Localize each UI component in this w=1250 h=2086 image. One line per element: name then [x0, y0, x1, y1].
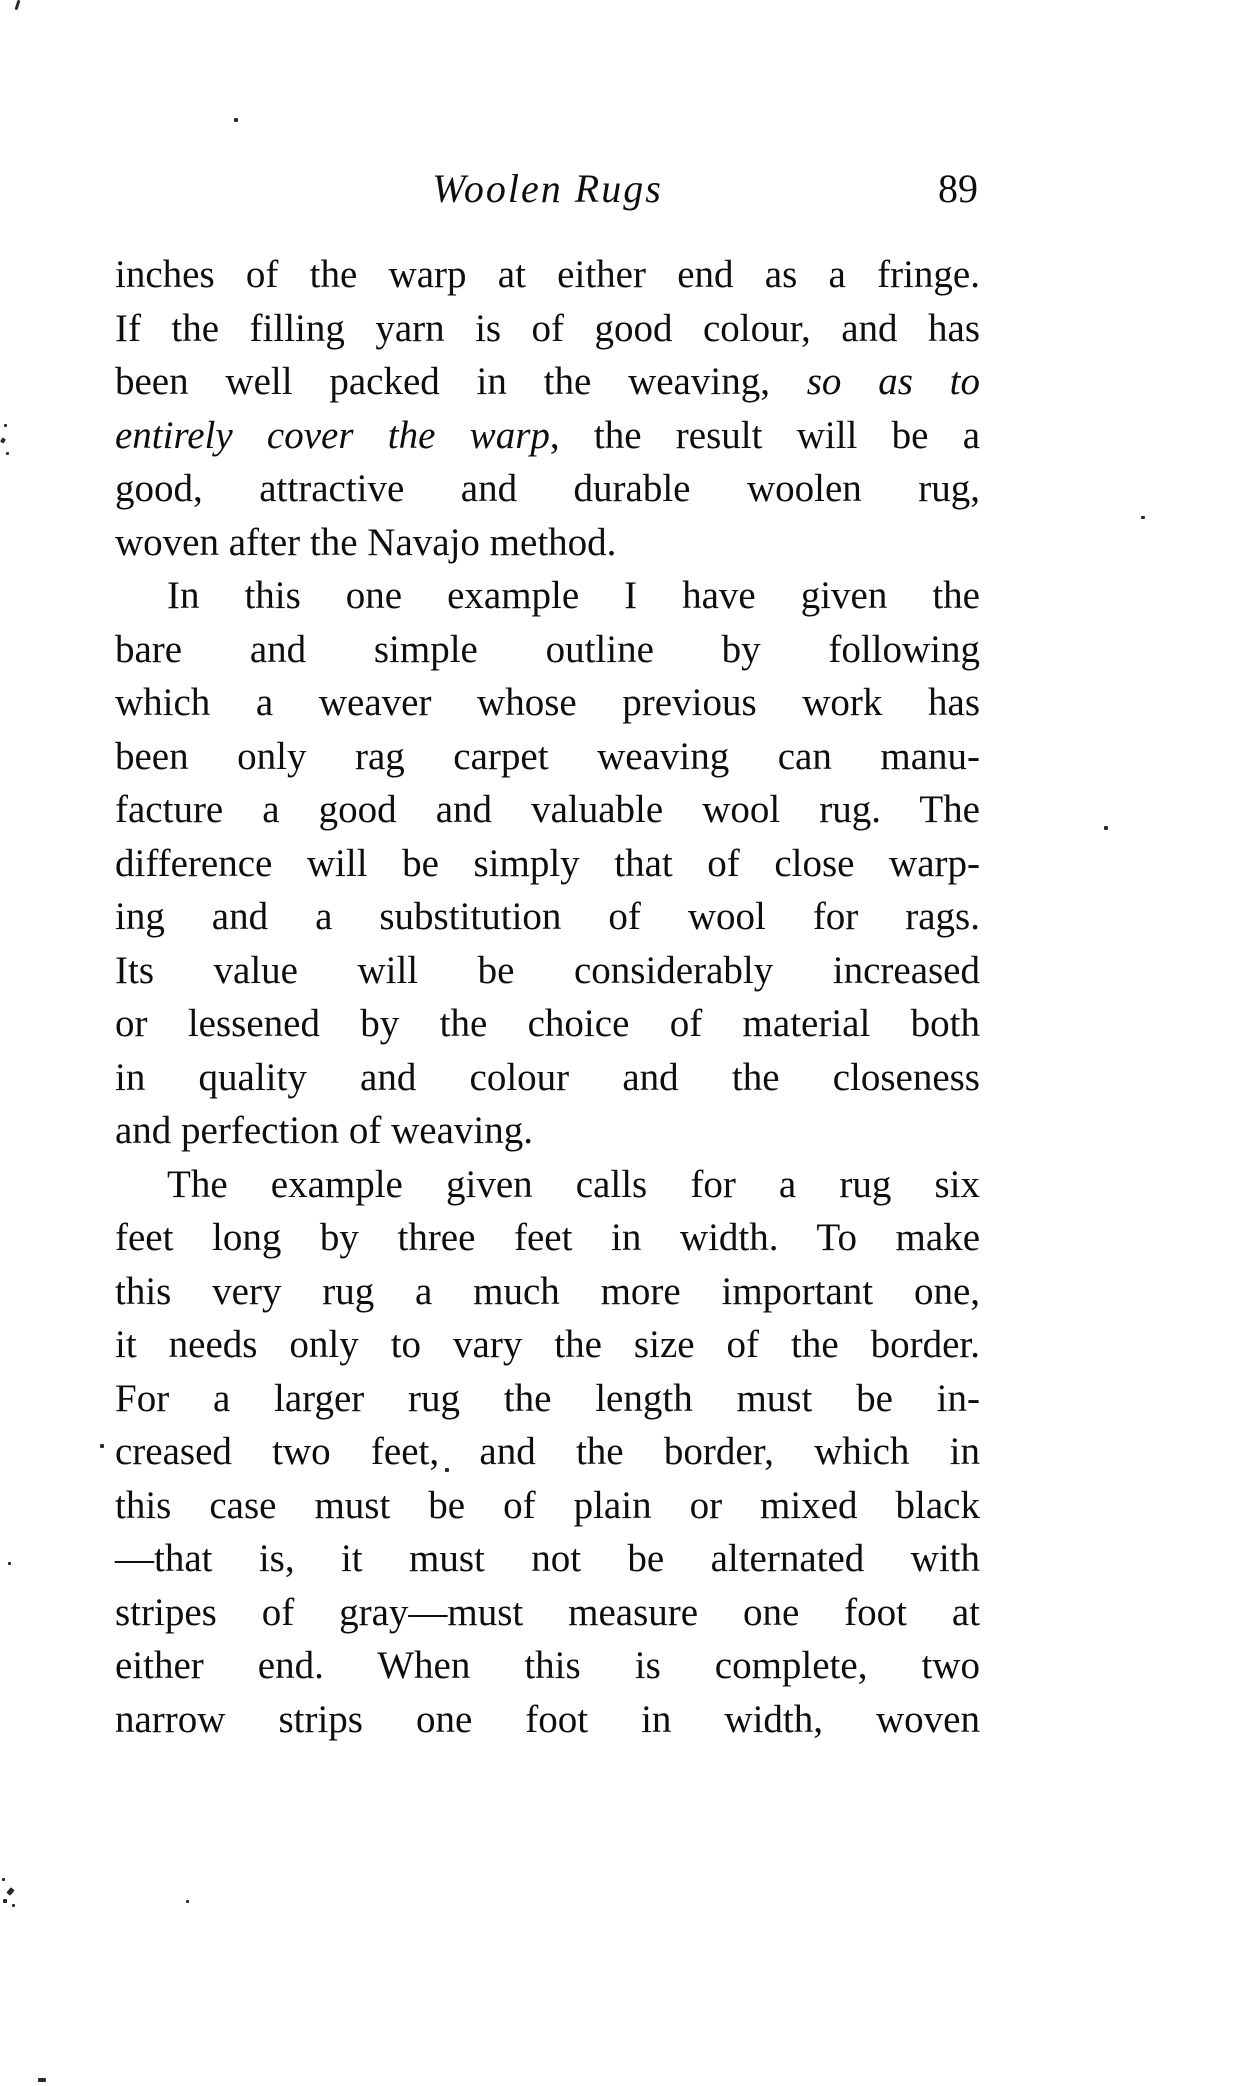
body-text: it needs only to vary the size of the border.: [115, 1323, 980, 1366]
text-line: [115, 1318, 980, 1372]
body-text: The example given calls for a rug six: [167, 1162, 980, 1206]
scan-speck: [0, 437, 6, 443]
text-line: [115, 1639, 980, 1693]
page-number: 89: [938, 166, 978, 211]
body-text: this very rug a much more important one,: [115, 1269, 980, 1313]
scan-speck: [1141, 516, 1145, 519]
text-line: [115, 1372, 980, 1426]
page-header: [115, 163, 980, 219]
body-text: stripes of gray—must measure one foot at: [115, 1590, 980, 1634]
body-text: If the filling yarn is of good colour, and has: [115, 306, 980, 350]
text-line: [115, 783, 980, 837]
italic-text: entirely cover the warp: [115, 413, 550, 457]
scan-speck: [8, 1562, 11, 1565]
running-title: Woolen Rugs: [432, 166, 663, 211]
body-text: difference will be simply that of close warp-: [115, 841, 980, 885]
text-line: [115, 997, 980, 1051]
page-body: [115, 248, 980, 1746]
scan-speck: [12, 1904, 15, 1907]
body-text: creased two feet, and the border, which in: [115, 1430, 980, 1473]
body-text: For a larger rug the length must be in-: [115, 1376, 980, 1420]
body-text: , the result will be a: [549, 413, 981, 457]
text-line: [115, 409, 980, 463]
text-line: [115, 944, 980, 998]
body-text: either end. When this is complete, two: [115, 1644, 980, 1687]
text-line: [115, 1211, 980, 1265]
text-line: [115, 1051, 980, 1105]
body-text: feet long by three feet in width. To make: [115, 1216, 980, 1259]
scan-speck: [2, 1878, 5, 1881]
scan-speck: [15, 0, 21, 10]
text-line: [115, 890, 980, 944]
body-text: facture a good and valuable wool rug. The: [115, 788, 980, 831]
scan-speck: [38, 2078, 46, 2082]
text-line: [115, 1265, 980, 1319]
text-line: [115, 1532, 980, 1586]
text-line: [115, 837, 980, 891]
body-text: and perfection of weaving.: [115, 1109, 533, 1152]
body-text: in quality and colour and the closeness: [115, 1055, 980, 1099]
text-line: [115, 1158, 980, 1212]
text-line: [115, 248, 980, 302]
scan-speck: [6, 452, 9, 455]
text-line: [115, 355, 980, 409]
text-line: [115, 676, 980, 730]
body-text: good, attractive and durable woolen rug,: [115, 467, 980, 510]
text-line: [115, 1693, 980, 1747]
body-text: Its value will be considerably increased: [115, 948, 980, 992]
body-text: narrow strips one foot in width, woven: [115, 1697, 980, 1741]
text-line: [115, 1586, 980, 1640]
scan-speck: [100, 1444, 104, 1448]
body-text: In this one example I have given the: [167, 574, 980, 617]
body-text: or lessened by the choice of material both: [115, 1002, 980, 1045]
text-line: [115, 569, 980, 623]
text-line: [115, 730, 980, 784]
text-line: [115, 623, 980, 677]
body-text: —that is, it must not be alternated with: [115, 1537, 980, 1580]
scan-speck: [4, 424, 7, 427]
body-text: been well packed in the weaving,: [115, 360, 807, 403]
body-text: which a weaver whose previous work has: [115, 681, 980, 724]
scan-speck: [3, 1899, 7, 1903]
scan-speck: [234, 118, 238, 122]
body-text: woven after the Navajo method.: [115, 520, 617, 564]
text-line: [115, 516, 980, 570]
body-text: this case must be of plain or mixed black: [115, 1483, 980, 1527]
scan-speck: [186, 1900, 189, 1903]
text-line: [115, 302, 980, 356]
body-text: been only rag carpet weaving can manu-: [115, 734, 980, 778]
text-line: [115, 1479, 980, 1533]
scan-speck: [6, 1887, 14, 1896]
italic-text: so as to: [806, 360, 980, 403]
body-text: inches of the warp at either end as a fringe.: [115, 253, 980, 296]
body-text: bare and simple outline by following: [115, 627, 980, 671]
text-line: [115, 1104, 980, 1158]
text-line: [115, 462, 980, 516]
text-line: [115, 1425, 980, 1479]
scan-speck: [1104, 826, 1108, 830]
body-text: ing and a substitution of wool for rags.: [115, 895, 980, 938]
